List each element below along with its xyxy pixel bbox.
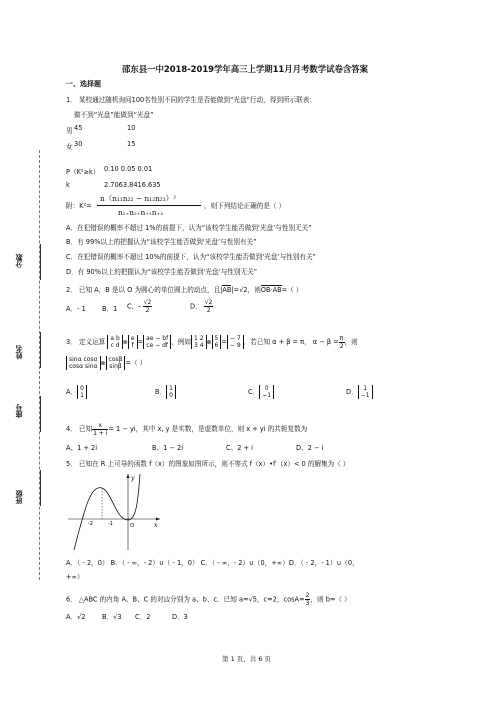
- q1-k-label: k: [66, 181, 70, 189]
- q6-stem: 6． △ABC 的内角 A、B、C 的对边分别为 a、b、c．已知 a=√5，c=2，cosA= $\frac{2}{3}$ ，则 b=（ ）: [66, 592, 351, 607]
- q5-graph-y-label: y: [131, 475, 135, 482]
- q1-formula-suffix: ，则下列结论正确的是（ ）: [204, 202, 286, 210]
- q6-option-a: A．√2: [66, 613, 86, 621]
- q3-example-result: − 7 − 9: [227, 335, 244, 349]
- q5-graph-origin: O: [130, 523, 135, 529]
- q1-row-male-label: 男: [66, 127, 73, 135]
- q2-option-b: B．1: [102, 305, 118, 313]
- q5-graph-tick-neg1: -1: [108, 521, 113, 527]
- q3-def-result: ae − bf ce − df: [143, 335, 171, 349]
- q1-stem: 1． 某校通过随机询问100名性别不同的学生是否能做到“光盘”行动，得到所示联表：: [66, 96, 316, 104]
- q5-graph-tick-neg2: -2: [88, 521, 93, 527]
- q2-stem-part-a: 2． 已知 A，B 是以 O 为圆心的单位圆上的动点，且|: [66, 286, 223, 294]
- q3-option-d: D． 1 −1: [346, 384, 373, 400]
- class-label: 班级: [15, 490, 23, 504]
- q1-row-female-value-1: 30: [74, 140, 83, 148]
- q2-vector-ab: AB: [222, 286, 232, 294]
- q3-question: sinα cosα cosα sinα ⊗cosβ sinβ =（ ）: [66, 355, 146, 372]
- q1-row-female-value-2: 15: [127, 140, 136, 148]
- q2-option-d: D． $\frac{√2}{2}$: [190, 299, 213, 314]
- q4-option-a: A、1 + 2i: [66, 444, 98, 452]
- class-underline: [40, 470, 41, 506]
- q6-option-d: D．3: [172, 613, 188, 621]
- seat-underline: [40, 396, 41, 432]
- q3-def-vector: e f: [128, 335, 138, 349]
- page-title: 邵东县一中2018-2019学年高三上学期11月月考数学试卷含答案: [122, 64, 368, 74]
- q5-function-graph: [66, 472, 162, 552]
- score-label: 分数: [15, 254, 23, 268]
- q3-option-b: B． 1 0: [155, 384, 176, 400]
- q2-option-a: A．- 1: [66, 305, 86, 313]
- seat-label: 座号: [15, 404, 23, 418]
- q1-formula-bar: [97, 205, 201, 206]
- q2-option-c-fraction: $\frac{√2}{2}$: [143, 299, 152, 314]
- q1-row-male-value-2: 10: [127, 124, 136, 132]
- q4-option-c: C、2 + i: [226, 444, 253, 452]
- q1-table-header: 做不到“光盘”能做到“光盘”: [74, 111, 154, 119]
- q3-question-matrix: sinα cosα cosα sinα: [66, 356, 101, 370]
- q4-stem: 4． 已知 $\frac{x}{1 + i}$ = 1 − yi，其中 x, y 是实数，是虚数单位，则 x + yi 的共轭复数为: [66, 421, 308, 437]
- score-underline: [40, 244, 41, 280]
- q1-row-female-label: 女: [66, 143, 73, 151]
- q3-question-vector: cosβ sinβ: [106, 356, 126, 370]
- q4-fraction: $\frac{x}{1 + i}$: [93, 421, 108, 437]
- q3-option-c: C． 0 −1: [248, 384, 274, 400]
- q1-row-male-value-1: 45: [74, 124, 83, 132]
- q5-options-line-2: +∞）: [66, 573, 84, 581]
- section-heading: 一、选择题: [66, 80, 101, 88]
- q5-stem: 5． 已知在 R 上可导的函数 f（x）的图象如图所示，则不等式 f（x）•f′（x）< 0 的解集为（ ）: [66, 460, 350, 468]
- q1-formula-prefix: 附：K²=: [66, 202, 92, 210]
- q2-option-c: C．- $\frac{√2}{2}$: [127, 299, 152, 314]
- q1-option-a: A．在犯错误的概率不超过 1%的前提下，认为“该校学生能否做到‘光盘’与性别无关”: [66, 224, 312, 232]
- q3-example-vector: 5 6: [212, 335, 222, 349]
- q3-condition-fraction: $\frac{\pi}{2}$: [339, 334, 344, 350]
- q1-formula-denominator: n₁₊n₂₊n₊₁n₊₂: [118, 208, 164, 217]
- q5-options-line-1: A．（ - 2，0） B．（ - ∞，- 2）∪（ - 1，0） C．（ - ∞，- 2）∪（0，+∞）D．（ - 2，- 1）∪（0，: [66, 559, 359, 567]
- q1-option-b: B．有 99%以上的把握认为“该校学生能否做到‘光盘’与性别有关”: [66, 238, 257, 246]
- q2-vector-product: OB·AB: [260, 286, 282, 294]
- q3-example-matrix: 1 2 3 4: [191, 335, 207, 349]
- q2-stem-part-b: |=√2，则: [231, 286, 261, 294]
- q1-p-values: 0.10 0.05 0.01: [104, 165, 153, 173]
- q3-stem: 3． 定义运算 a b c d ⊗e f = ae − bf ce − df ，例如 1 2 3 4 ⊗5 6 = − 7 − 9 ．若已知 α + β = π， α − β = $\frac{\pi}{2}$ ，则: [66, 334, 358, 350]
- q4-option-d: D、2 − i: [296, 444, 324, 452]
- q6-option-b: B．√3: [102, 613, 122, 621]
- q2-stem-part-c: =（ ）: [281, 286, 303, 294]
- q5-graph-x-label: x: [154, 522, 158, 529]
- q1-option-c: C．在犯错误的概率不超过 10%的前提下，认为“该校学生能否做到‘光盘’与性别有关”: [66, 253, 316, 261]
- q6-fraction: $\frac{2}{3}$: [305, 592, 310, 607]
- q3-option-a: A． 0 1: [66, 384, 87, 400]
- q1-k-values: 2.7063.8416.635: [104, 181, 161, 189]
- q1-formula-numerator: n（n₁₁n₂₂ − n₁₂n₂₁）²: [100, 194, 177, 203]
- q1-p-label: P（K²≥k）: [66, 168, 100, 176]
- q2-option-d-fraction: $\frac{√2}{2}$: [204, 299, 213, 314]
- q2-stem: [66, 286, 302, 294]
- q4-option-b: B、1 − 2i: [152, 444, 184, 452]
- name-label: 姓名: [15, 345, 23, 359]
- q1-option-d: D．有 90%以上的把握认为“该校学生能否做到‘光盘’与性别无关”: [66, 268, 258, 276]
- q3-def-matrix: a b c d: [107, 335, 122, 349]
- name-underline: [40, 332, 41, 368]
- page-number: 第 1 页，共 6 页: [222, 655, 272, 663]
- q6-option-c: C．2: [135, 613, 151, 621]
